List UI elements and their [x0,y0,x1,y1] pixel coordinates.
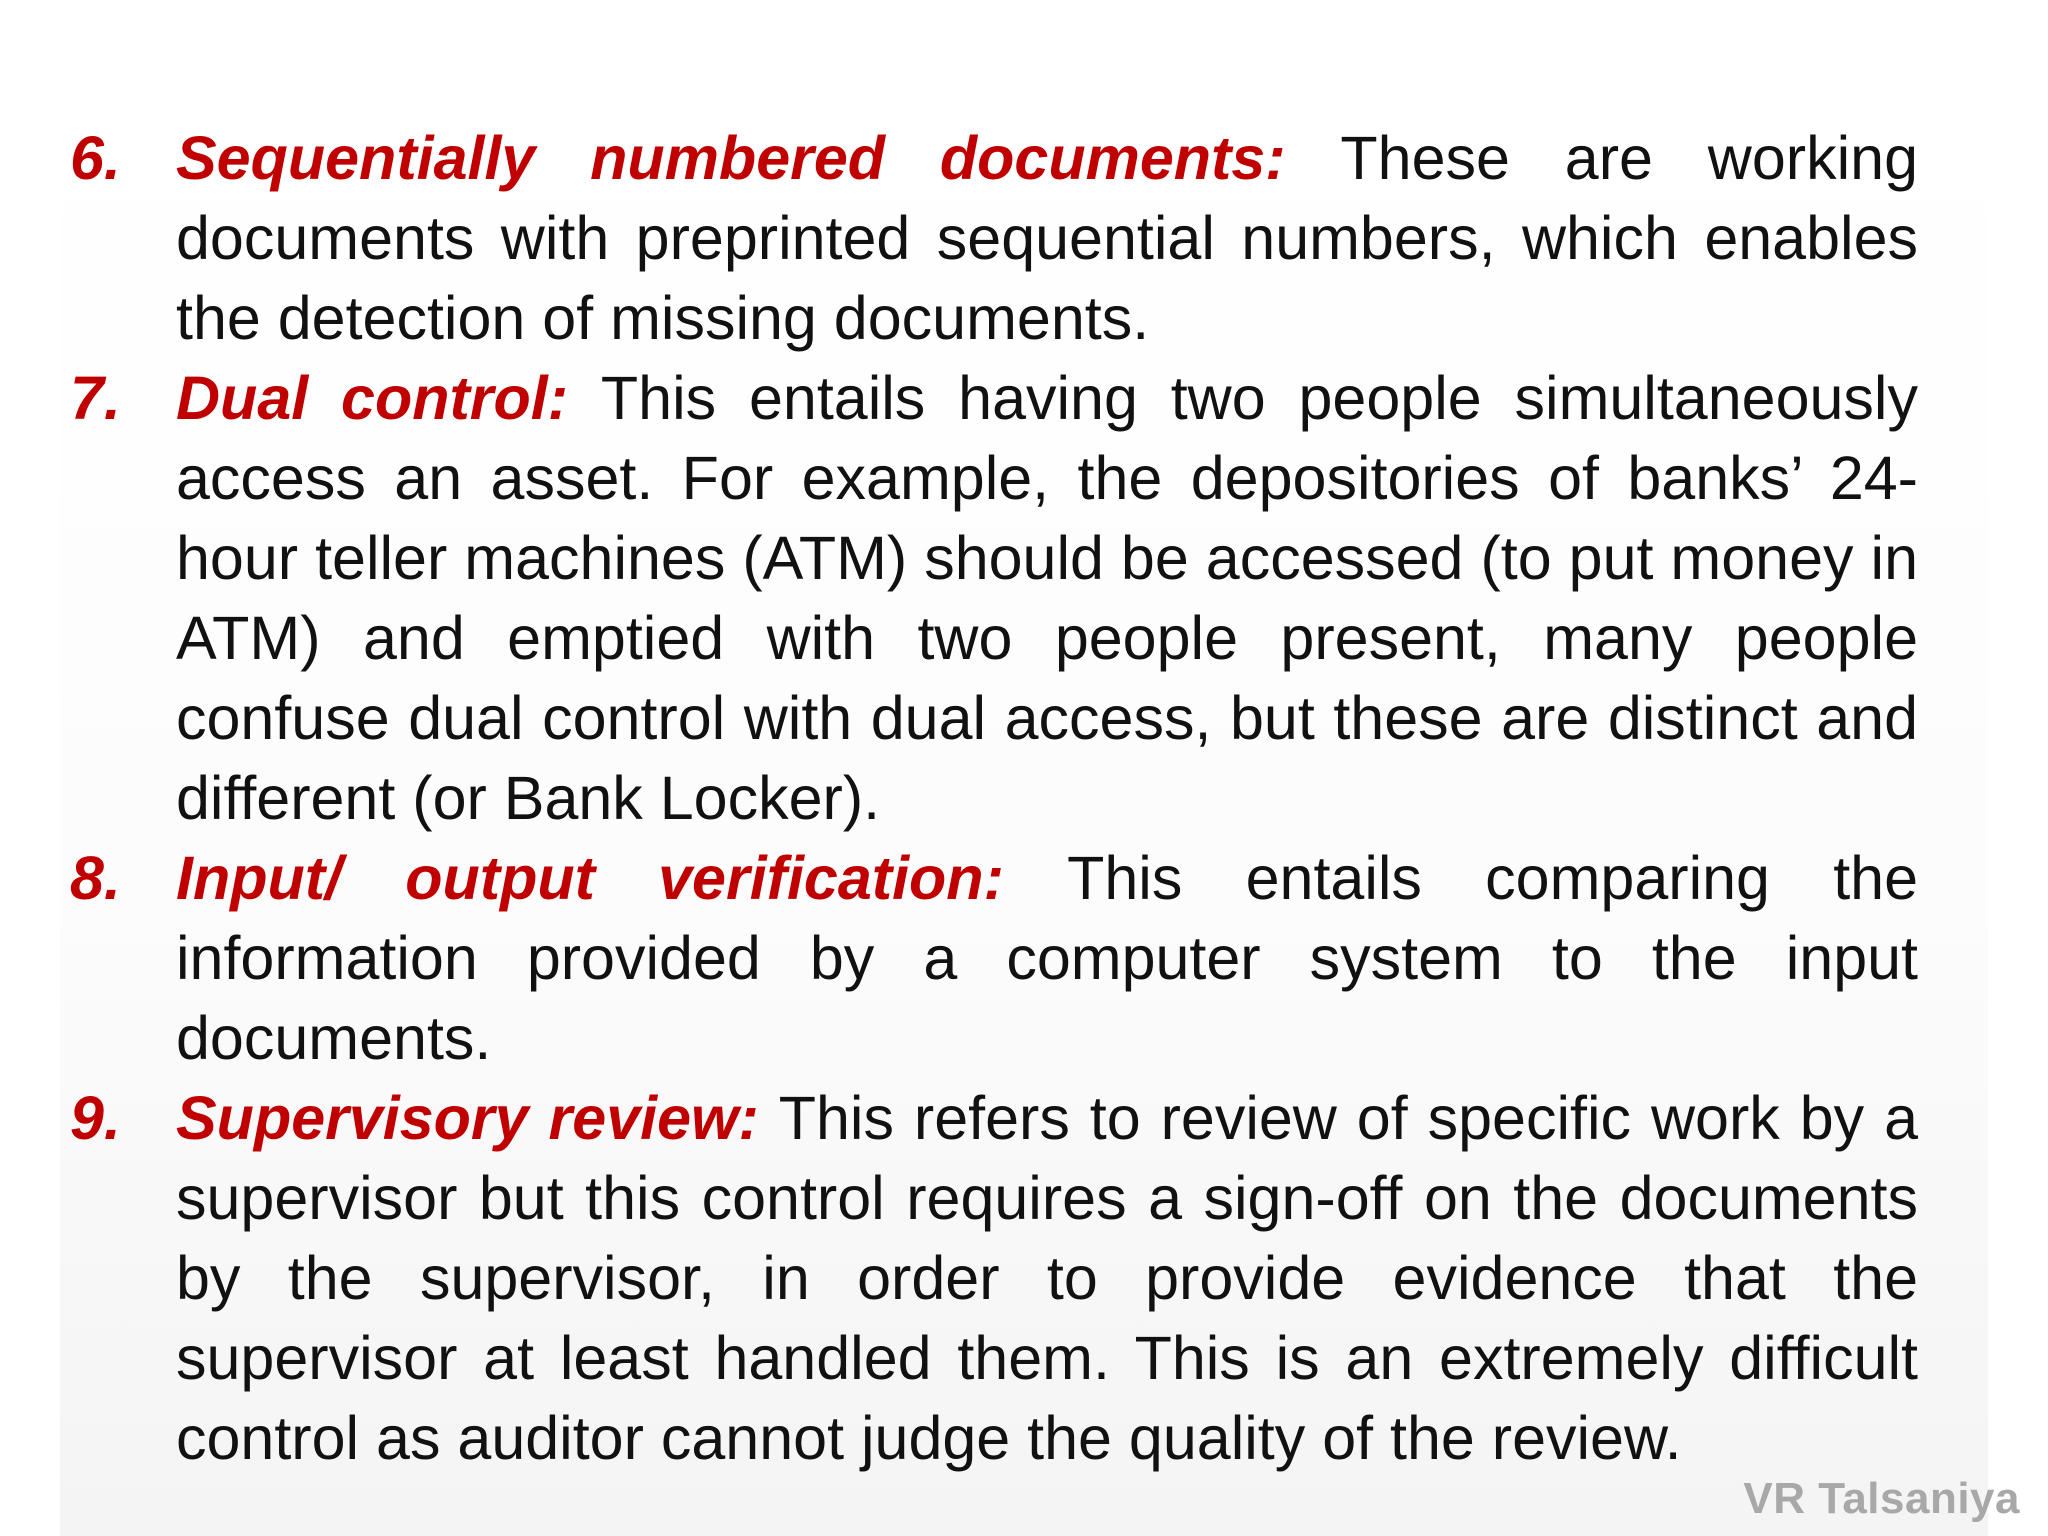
item-number: 9. [70,1084,121,1152]
list-item-7 [70,358,1918,838]
list-item-9 [70,1078,1918,1478]
list-item-8 [70,838,1918,1078]
item-description: This entails comparing the information provided by a computer system to the input documents. [176,844,1918,1072]
control-list [70,118,1918,1478]
item-term: Supervisory review: [176,1084,779,1152]
item-description: These are working documents with preprinted sequential numbers, which enables the detection of missing documents. [176,124,1918,352]
item-description: This refers to review of specific work by a supervisor but this control requires a sign-off on the documents by the supervisor, in order to provide evidence that the supervisor at least handled them. This is an extremely difficult control as auditor cannot judge the quality of the review. [176,1084,1918,1472]
item-term: Dual control: [176,364,601,432]
item-term: Sequentially numbered documents: [176,124,1341,192]
item-number: 7. [70,364,121,432]
list-item-6 [70,118,1918,358]
item-number: 6. [70,124,121,192]
author-watermark: VR Talsaniya [1743,1474,2020,1523]
item-description: This entails having two people simultaneously access an asset. For example, the depositories of banks’ 24-hour teller machines (ATM) should be accessed (to put money in ATM) and emptied with two people present, many people confuse dual control with dual access, but these are distinct and different (or Bank Locker). [176,364,1918,832]
item-number: 8. [70,844,121,912]
item-term: Input/ output verification: [176,844,1068,912]
